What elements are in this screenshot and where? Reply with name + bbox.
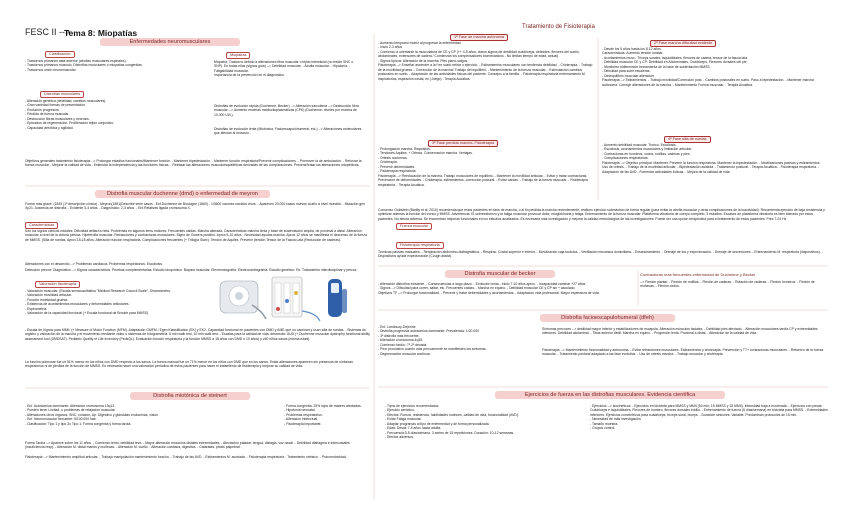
list-item: - Ejercicio aeróbico.	[385, 408, 415, 413]
list-item: - Clasificación: Tipo 1 y tipo 2o Tipo 1: Forma congénita y forma tardía.	[25, 421, 132, 426]
valoracion-more: - Escala de Vignos para MMII. (+ Measure of Motor Function (MFM). Adaptación GMFM / Egen Klassifikation (EK) y EK2. Capacidad funcional en pacientes con DMD y AME que no caminan y usan silla de ruedas. - Sistemas de registro y valoración de la marcha y el movimiento mediante video o sistemas de fotogrametría. 6 min walk test, 10 min walk test. - Escalas para la calidad de vida, desarrollo: AUD (+ Duchenne muscular dystrophy functional ability assessment tool (DMDSAT). Pediatric Quality of Life Inventory (PedsQL). Evaluación función respiratoria y la función MMSS a 18 años con DMD o 10 años) y ≥50 niños sanos (misma edad).	[25, 328, 370, 341]
list-item: - Fisioterapia respiratoria.	[378, 169, 417, 174]
list-item: - Gran variedad formas de presentación.	[25, 103, 86, 108]
list-item: - Forma congénita: 25% hijos de madres afectadas.	[284, 404, 362, 408]
tag-fase3: 3ª Fase perdida marcha. Fisioterapia	[428, 140, 498, 147]
list-item: - Evitar Fatiga muscular.	[385, 417, 422, 422]
list-item: - Capacidad aeróbica y agilidad.	[25, 125, 74, 130]
list-item: - Alteración genética (debilidad, cambios musculares).	[25, 99, 107, 103]
list-item: - Tamaño muestra.	[590, 421, 619, 426]
list-item: - Edad: Desde 7-8 años hasta adulta.	[385, 426, 442, 431]
list-item: - Tendones Aquiles. + Ortesis. Conservación marcha. Ventajas.	[378, 151, 473, 156]
list-item: - Enf. Autosómica dominante. Alteración cromosoma 19q13.	[25, 404, 116, 408]
list-item: - Frecuencia:3-5 días/semana. 3 series de 15 repeticiones. Duración: 10-12 semanas.	[385, 430, 515, 435]
validacion-text: La función pulmonar fue un 51% menor en los niños con DMD respecto a los sanos. La fuerza manual fue un 71% menor en los niños con DMD que en los sanos. Estas alteraciones aparecen sin presencia de síntomas respiratorios ni de pérdida de la función de MMSS. Es necesaria hacer una valoración periódica de estos pacientes para hacer el tratamiento de fisioterapia y mejorar su calidad de vida.	[25, 360, 353, 369]
list-item: Características: Aumento tendón lumbar.	[602, 51, 664, 56]
list-item: - Signos típicos: Alteración de la marcha. Pies plano-valgos.	[378, 58, 469, 63]
list-item: - Enf. Neuromuscular frecuente: 5/100.000 hab.	[25, 417, 97, 422]
right-title: Tratamiento de Fisioterapia	[522, 24, 595, 30]
list-item: - Valoración de la capacidad funcional (+ Escala funcional de Brooke para MMSS)	[25, 311, 149, 316]
list-item: - Adaptar programas al tipo de enfermedad y de forma personalizada.	[385, 421, 490, 426]
list-item: - Comienzo tardío: 7ª-2ª década.	[378, 342, 428, 347]
evolucion-rapida: Distrofias de evolución rápida (Duchenne, Becker) --> Alteración sarcolema --> Destrucción fibra muscular --> Aumento enzimas mediocitoplasmaticas (CPK) (Duchenne: niveles por encima de 10.000 UI/L).	[214, 104, 359, 117]
list-item: - Enf. Landouzy-Dejerine.	[378, 325, 417, 329]
list-item: - Distrofia progresiva autosómica dominante. Prevalencia: 1/20.000	[378, 329, 480, 334]
list-item: - Valoración movilidad articular.	[25, 293, 72, 298]
list-item: - Ejercicios --> Isocinéticos. - Ejercicios en bicicleta para MMSS y MMII (50 min; 15 MMSS y 15 MMII). Intensidad baja a moderada. - Ejercicios con pesas: Cuádriceps e Isquiotibiales, Flexores de hombro, flexores dorsales tobillo. - Entrenamiento de fuerza (5 días/semana) en bicicleta para MMSS. - Extremidades inferiores: Ejercicios concéntricos para cuádriceps, tríceps sural, bíceps. - Duración sesiones: Variable. Predominan protocolos de 15 min.	[590, 404, 828, 417]
steinert-tardia: Forma Tardía --> Aparece sobre los 11 años. - Comienzo lento: debilidad leve. - Mayor alteración músculos distales extremidades. - Afectación paladar, lengua, disfagia, voz nasal. - Debilidad diafragma e intercostales (insuficiencia resp). - Alteración M. distal manos y muñecas. - Alteración M. cuello. - Alteración cardiaca, digestiva. - Cataratas, ptosis palpebral.	[25, 441, 350, 450]
list-item: - Comienzo a orientarse la musculatura de CE y CP (++ 4-5 años: claros signos de debilidad cuádriceps, deltoides, flexores del cuello, abdominales, extensores de cadera / Comienzan los compensadores biomecánicos - No limitan tiempo de edad, actual).	[378, 49, 580, 59]
list-item: - Valoración muscular. (Escala semicuantitativa "Medical Research Council Scale". Dinamómetro.	[25, 289, 172, 293]
list-item: - Escoliosis, acortamientos musculares y limitación articular.	[602, 147, 693, 152]
list-item: - Acortamientos musc.: Triceps surales, isquiotibiales, flexores de cadera, tensor de la fascia lata.	[602, 55, 749, 60]
list-item: - Existencia de acortamientos musculares y deformidades articulares.	[25, 302, 130, 307]
list-item: - Crioterapia.	[378, 160, 398, 165]
list-item: - Alteración cromosoma 4q35.	[378, 338, 424, 343]
list-item: Fisioterapia --> Estiramientos. - Trabajo movilidad/Corrección post. - Cambios posturales en suelo. Paso a bipedestación. - Mantener marcha autónoma. Corregir alteraciones de la marcha. - Mantenimiento Fuerza muscular. - Terapia Acuática.	[602, 78, 814, 87]
tag-fase1: 1ª Fase de marcha autónoma	[450, 34, 508, 41]
evolucion-lenta: Distrofias de evolución lenta (Miotónica, Facioescapulohumeral, etc.) --> Alteraciones moleculares que afectan al músculo.	[214, 127, 362, 136]
list-item: - Debilidad muscular CE y CP: Debilidad en Abdominales, Cuádriceps, Flexores dorsales del pie.	[602, 60, 748, 65]
list-item: - Complicaciones respiratorias.	[602, 156, 649, 161]
list-item: Fisioterapia --> Enseñar ascender a la f en suelo retirar o ejercicio. - Estiramientos musculares con tendencia debilidad. - Crioterapia. - Trabajo de la movilidad gruesa. - Corrección de la marcha/ Trabajo del equilibrio. - Mantenimiento de la fuerza muscular. - Estimulación cambios posturales en suelo. - Adaptación de las actividades físicas del paciente. Consejos a la familia. - Fisioterapia respiratoria entrenamiento M. inspiratorios, espiración costal, en (Juego) - Terapia Acuática.	[378, 63, 593, 81]
list-item: - Hipotonía neonatal.	[284, 408, 316, 413]
list-item: - Trastornos primarios asta anterior (atrofias musculares espinales).	[25, 59, 127, 63]
list-item: - Tipos de ejercicios recomendados.	[385, 404, 440, 408]
list-item: - Alteraciones otros órganos: SNC, corazón, Ap. Digestivo y glándulas endocrinas, visión.	[25, 412, 159, 417]
tag-caracteristicas: Características	[25, 222, 58, 229]
list-item: - Alteración distrofina existente. - Consecuencias a largo plazo. - Evolución lenta - Inicio 7-10 años aprox. - Incapacidad caminar +27 años.	[378, 282, 587, 286]
duchenne-intro: Forma más grave. (1845 (1ª descripción clínica) - Meyron(1851)Describe serie casos - Enf.Duchenne de Boulogne (1860) - 1/3600 varones nacidos vivos. - Aparecen 20.000 casos nuevos al año a nivel mundial. - Mutación gen Xp21. Ausencia de distrofia. - Evidente 3-4 años. - Diagnóstico: 2-3 años. - Enf.Relativas ligada cromosoma X.	[25, 202, 365, 211]
banner-fsh: Distrofia facioescapulohumeral (dfeh)	[540, 314, 675, 322]
alteraciones-desarrollo: Alteraciones con el desarrollo --> Problemas cardiacos. Problemas respiratorios. Escoliosis.	[25, 262, 163, 266]
banner-steinert: Distrofia miotónica de steinert	[130, 392, 250, 400]
tag-valoracion: Valoración fisioterapia	[35, 281, 80, 288]
list-item: - Signos --> Dificultad para correr, saltar, etc. Frecuentes caídas. - Marcha en equino. - Debilidad muscular CE y CP sin + asociado.	[378, 286, 576, 291]
list-item: - Desde los 5 años hasta los 8-12 años.	[602, 47, 662, 51]
list-item: - Efectos: Fuerza, resistencia, habilidades motrices, calidad de vida, funcionalidad (AVD).	[385, 412, 519, 417]
respiratoria-text: Técnicas pasivas manuales. - Respiración abdomino-diafragmática. - Respirac. Costal superior e inferior. - Movilización caja torácica. - Ventilación mecánica domiciliaria. - Ensanchamiento. - Drenaje de tos y expectoración. - Drenaje de secreciones. - Entrenamiento M. respiratoria (dispositivos). - Dispositivos ayuda expectoración (Cough assist).	[378, 250, 823, 259]
fsh-fisioterapia: Fisioterapia --> Mantenimiento funcionalidad y autonomía. - Evitar retracciones musculares. Estiramientos y crioterapia. Prevención y TT+ contracturas musculares. - Refuerzo de la fuerza muscular. - Tratamiento postural adaptado a las fase evolutiva. - Uso de ortesis marcha. - Trabajo muscular y crioterapia.	[542, 348, 824, 357]
contracturas-title: Contracturas mas frecuentes enfermedad de Duchenne y Becker	[640, 272, 756, 277]
list-item: - Problemas respiratorios.	[284, 412, 323, 417]
banner-becker: Distrofia muscular de becker	[445, 270, 555, 278]
list-item: Fisioterapia --> Objetivo principal: Mantener. Prevenir la función respiratoria. Mantener la bipedestación. - Movilizaciones pasivas y estiramientos. Uso de ortesis. - Trabajo de la movilidad articular. - Bipedestación asistida. - Tratamiento postural. - Terapia Acuática. - Fisioterapia respiratoria. - Adaptación de las AVD - Fomentar actividades lúdicas. - Mejora de la calidad de vida.	[602, 160, 821, 174]
list-item: - Episodios de regeneración. Proliferación tejido conjuntivo.	[25, 121, 115, 126]
list-item: - Peor pronóstico cuanto más precozmente se manifiesten los síntomas.	[378, 347, 487, 352]
banner-duchenne: Distrofia muscular duchenne (dmd) o enfermedad de meyron	[95, 190, 270, 198]
list-item: - Contracturas en hombros, codos, rodillas, caderas y pies.	[602, 151, 691, 156]
tag-miopatias: Miopatías	[226, 52, 250, 59]
list-item: Fatigabilidad muscular.	[214, 68, 249, 73]
list-item: - Grupos control.	[590, 426, 616, 431]
page-title: Tema 8: Miopatías	[64, 28, 138, 38]
contracturas-text: --> Flexión plantar. - Flexión de rodillas. - Flexión de caderas. - Rotación de caderas. - Flexión hombros. - Flexión de muñecas. - Flexión codos.	[640, 280, 815, 289]
list-item: - Prolongación marcha. Requisitos.	[378, 147, 431, 151]
banner-evidencia: Ejercicios de fuerza en las distrofias musculares. Evidencia científica	[495, 391, 725, 399]
banner-enfermedades: Enfermedades neuromusculares	[100, 38, 240, 46]
deteccion-precoz: Detección precoz: Diagnóstico --> Signos característicos. Pruebas complementarias: Estudio bioquímico. Biopsia muscular. Electromiografía. Electrocardiograma. Estudio genético. Rx. Tratamiento interdisciplinar y precoz.	[25, 268, 358, 272]
list-item: - Aumento temprano motriz al progresar la enfermedad.	[378, 41, 462, 45]
list-item: - Prevenir deformidades.	[378, 164, 416, 169]
list-item: - Inicio 2-3 años	[378, 45, 403, 50]
list-item: - Ortesis nocturnas.	[378, 155, 408, 160]
list-item: Importancia de la prevención en el diagnóstico.	[214, 73, 285, 78]
tag-clasificacion: Clasificación:	[45, 51, 75, 58]
list-item: - Necesidad de más investigación.	[590, 417, 642, 422]
tag-respiratoria: Fisioterapia respiratoria	[396, 242, 444, 249]
list-item: - Efectos adversos.	[385, 435, 415, 440]
tag-fuerza: Fuerza muscular	[396, 223, 432, 230]
list-item: - Desequilibrio muscular alteración.	[602, 73, 655, 78]
caracteristicas-text: Son los signos clínicos iniciales: Dificultad aeltar/ra rleta. Problemas en algunos tems motores. Frecuentes caidas. Marcha alterada. Características marcha lenta y base de sustentación amplia, de proximal a distal. Alteración muscular a nivel de la cintura pélvica. Hipertrofia muscular. Retracciones y contracturas musculares. Signo de Gowers positivo. Aprox.5-10 años - Necesidad ayudas marcha. Aprox.12 años se manifiesta el descenso de la fuerza de MMSS. (Silla de ruedas. Aprox.15-18 años. Alteración función respiratoria. Complicaciones frecuentes (+ Trilogía Siarc). Tendón de Aquiles. Prevenir (tendón Tensor de la Fascia Lata (Reducción de caderas).	[25, 229, 367, 242]
steinert-fisioterapia: Fisioterapia --> Mantenimiento amplitud articular. - Trabajo manipulación mantenimiento función. - Trabajo de las AVD. - Estiramientos M. acortada. - Fisioterapia respiratoria - Tratamiento ortésico. - Psicomotricidad.	[25, 455, 347, 459]
list-item: - Monitoreo bidimensión herramienta de la base de sustentación MMSS.	[602, 64, 711, 69]
list-item: - Función motricidad gruesa.	[25, 297, 68, 302]
fsh-sintomas: Síntomas precoces --> debilidad mayor inferior y estabilizadores de escápula. Alteración músculos faciales. - Debilidad pies afectado. - Alteración musculares tardía CP y extremidades inferiores. Debilidad abdominal. - Tibial anterior débil. Marcha en equino. - Progresión lenta. Proximal a distal. - Alteración de la calidad de vida.	[542, 327, 818, 336]
tag-fase4: 4ª Fase silla de ruedas	[664, 136, 711, 143]
list-item: SNP). En todas ellas (signos guía) --> Debilidad muscular. - Atrofia muscular. - Hipotonía. -	[214, 64, 351, 69]
list-item: - Espirometría.	[25, 306, 48, 311]
list-item: - Dificultad para subir escaleras.	[602, 69, 651, 74]
list-item: - Alteración intelectual.	[284, 417, 319, 422]
consenso-ejercicio: Consenso Goldstein (Barltly et al. 2010) recomienda que estos pacientes en fase de marcha, o al fin perdida la marcha recientemente, realicen ejercicio submáximo de forma regular (para evitar la atrofia muscular y otras complicaciones de la inactividad). Recomienda ejercicio de baja resistencia y optimizar además la función del tronco y MMSS. Advertencia: El sobreesfuerzo y la fatiga muscular provocar dolor, mioglobinuria y fatiga. Entrenamiento de la fuerza muscular: Plataforma vibratoria de cuerpo completo. 3 estudios. Escasez de plataforma vibratoria es bien tolerado por estos pacientes. No afecta adversa. Se encuentran mejorías funcionales en los estudios analizados. Es necesaria más investigación y mejorar la calidad metodológica de las investigaciones. Puede ser una opción terapéutica para el tratamiento de estos pacientes. Prec.7-24 Hz	[378, 208, 825, 221]
list-item: - 3ª distrofia más frecuente.	[378, 333, 420, 338]
list-item: Fisioterapia --> Reeducación de la marcha. Trabajo musculares de equilibrio. - Mantener la movilidad articular. - Evitar y tratar contracturas. Prevención de deformidades. - Crioterapia, estiramientos, corrección postural. - Evitar caídas. - Trabajo de la fuerza muscular. - Fisioterapia respiratoria. - Terapia Acuática.	[378, 173, 588, 187]
tag-fase2: 2ª Fase marcha dificultad evidente	[650, 40, 716, 47]
list-item: - Degeneración muscular continua.	[378, 351, 431, 356]
list-item: - Fisioterapia importante.	[284, 421, 322, 426]
list-item: - Trastornos primarios músculo. Distrofias musculares o miopatías congénitas.	[25, 63, 143, 68]
list-item: Miopatía: Trastorno debido a alteraciones fibra muscular o tejido intersticial (no lesión SNC o	[214, 60, 354, 64]
list-item: - Trastornos unión neuromuscular.	[25, 67, 77, 72]
list-item: - Pérdida de fuerza muscular.	[25, 112, 70, 117]
tag-distrofias: Distrofias musculares	[40, 91, 84, 98]
list-item: - Evolución progresiva.	[25, 107, 60, 112]
objetivos-generales: Objetivos generales tratamiento fisioterapia --> Prolongar estadios funcionales/Mantener función. - Mantener bipedestación. - Mantener función respiratoria/Prevenir complicaciones. - Promover la de ambulación. - Reforzar la fuerza muscular - Mejorar la calidad de vida - Estimular la independencia y las funciones físicas. - Retrasar las alteraciones musculoesqueléticas derivadas de las complicaciones. Prevenir/tratar las alteraciones ortopédicas.	[25, 159, 362, 168]
list-item: - Aumento debilidad muscular. Tronco. Escoliosis.	[602, 143, 677, 147]
course-label: FESC II -->	[25, 27, 71, 37]
list-item: - Pueden tener Limitad. o problemas de relajación muscular.	[25, 408, 116, 413]
list-item: Objetivos TF --> Prolongar funcionalidad. - Prevenir y tratar deformidades y acortamientos. - Adaptación vida profesional. Mayor esperanza de vida.	[378, 290, 600, 295]
list-item: - Destrucción fibras musculares y necrosis.	[25, 116, 90, 121]
